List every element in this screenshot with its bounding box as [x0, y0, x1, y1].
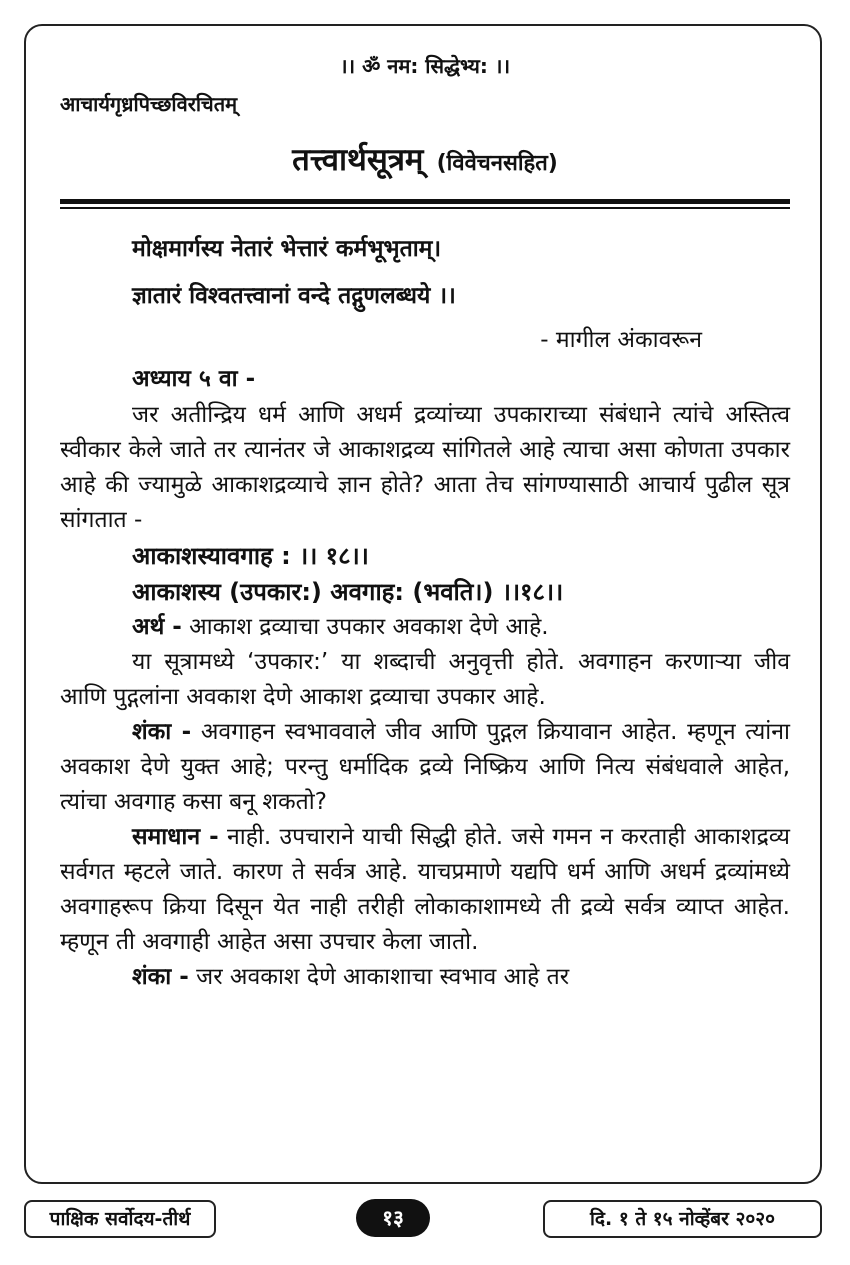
page-number-badge: १३ — [356, 1199, 430, 1237]
verse-line-1: मोक्षमार्गस्य नेतारं भेत्तारं कर्मभूभृताम्। — [132, 236, 442, 262]
meaning-paragraph — [60, 610, 790, 645]
meaning-text: आकाश द्रव्याचा उपकार अवकाश देणे आहे. — [181, 614, 549, 640]
divider-thick — [60, 199, 790, 204]
resolution-paragraph — [60, 820, 790, 960]
issue-date: दि. १ ते १५ नोव्हेंबर २०२० — [543, 1200, 822, 1238]
meaning-label: अर्थ - — [132, 614, 182, 640]
page-subtitle: (विवेचनसहित) — [436, 151, 558, 176]
explanation-paragraph: या सूत्रामध्ये ‘उपकार:’ या शब्दाची अनुवृत्ती होते. अवगाहन करणाऱ्या जीव आणि पुद्गलांना अवकाश देणे आकाश द्रव्याचा उपकार आहे. — [60, 649, 790, 710]
publication-name: पाक्षिक सर्वोदय-तीर्थ — [24, 1200, 216, 1238]
sutra-expanded: आकाशस्य (उपकार:) अवगाह: (भवति।) ।।१८।। — [132, 578, 564, 606]
doubt-text-2: जर अवकाश देणे आकाशाचा स्वभाव आहे तर — [188, 964, 570, 990]
doubt-text-1: अवगाहन स्वभाववाले जीव आणि पुद्गल क्रियावान आहेत. म्हणून त्यांना अवकाश देणे युक्त आहे; परन्तु धर्मादिक द्रव्ये निष्क्रिय आणि नित्य संबंधवाले आहेत, त्यांचा अवगाह कसा बनू शकतो? — [60, 719, 790, 815]
doubt-paragraph-1 — [60, 715, 790, 820]
divider-thin — [60, 207, 790, 209]
chapter-heading: अध्याय ५ वा - — [132, 366, 256, 392]
intro-paragraph: जर अतीन्द्रिय धर्म आणि अधर्म द्रव्यांच्या उपकाराच्या संबंधाने त्यांचे अस्तित्व स्वीकार केले जाते तर त्यानंतर जे आकाशद्रव्य सांगितले आहे त्याचा असा कोणता उपकार आहे की ज्यामुळे आकाशद्रव्याचे ज्ञान होते? आता तेच सांगण्यासाठी आचार्य पुढील सूत्र सांगतात - — [60, 402, 790, 533]
invocation: ।। ॐ नम: सिद्धेभ्य: ।। — [339, 54, 511, 78]
doubt-paragraph-2 — [60, 960, 790, 995]
doubt-label-1: शंका - — [132, 719, 192, 745]
resolution-label: समाधान - — [132, 824, 219, 850]
verse-attribution: - मागील अंकावरून — [540, 327, 702, 353]
author-line: आचार्यगृध्रपिच्छविरचितम् — [60, 92, 238, 116]
article-body — [60, 226, 790, 995]
page-title: तत्त्वार्थसूत्रम् — [292, 142, 424, 178]
doubt-label-2: शंका - — [132, 964, 189, 990]
verse-line-2: ज्ञातारं विश्वतत्त्वानां वन्दे तद्गुणलब्धये ।। — [132, 283, 456, 309]
title-row — [0, 138, 850, 180]
resolution-text: नाही. उपचाराने याची सिद्धी होते. जसे गमन न करताही आकाशद्रव्य सर्वगत म्हटले जाते. कारण ते सर्वत्र आहे. याचप्रमाणे यद्यपि धर्म आणि अधर्म द्रव्यांमध्ये अवगाहरूप क्रिया दिसून येत नाही तरीही लोकाकाशामध्ये ती द्रव्ये सर्वत्र व्याप्त आहेत. म्हणून ती अवगाही आहेत असा उपचार केला जातो. — [60, 824, 790, 955]
sutra-original: आकाशस्यावगाह : ।। १८।। — [132, 542, 369, 570]
